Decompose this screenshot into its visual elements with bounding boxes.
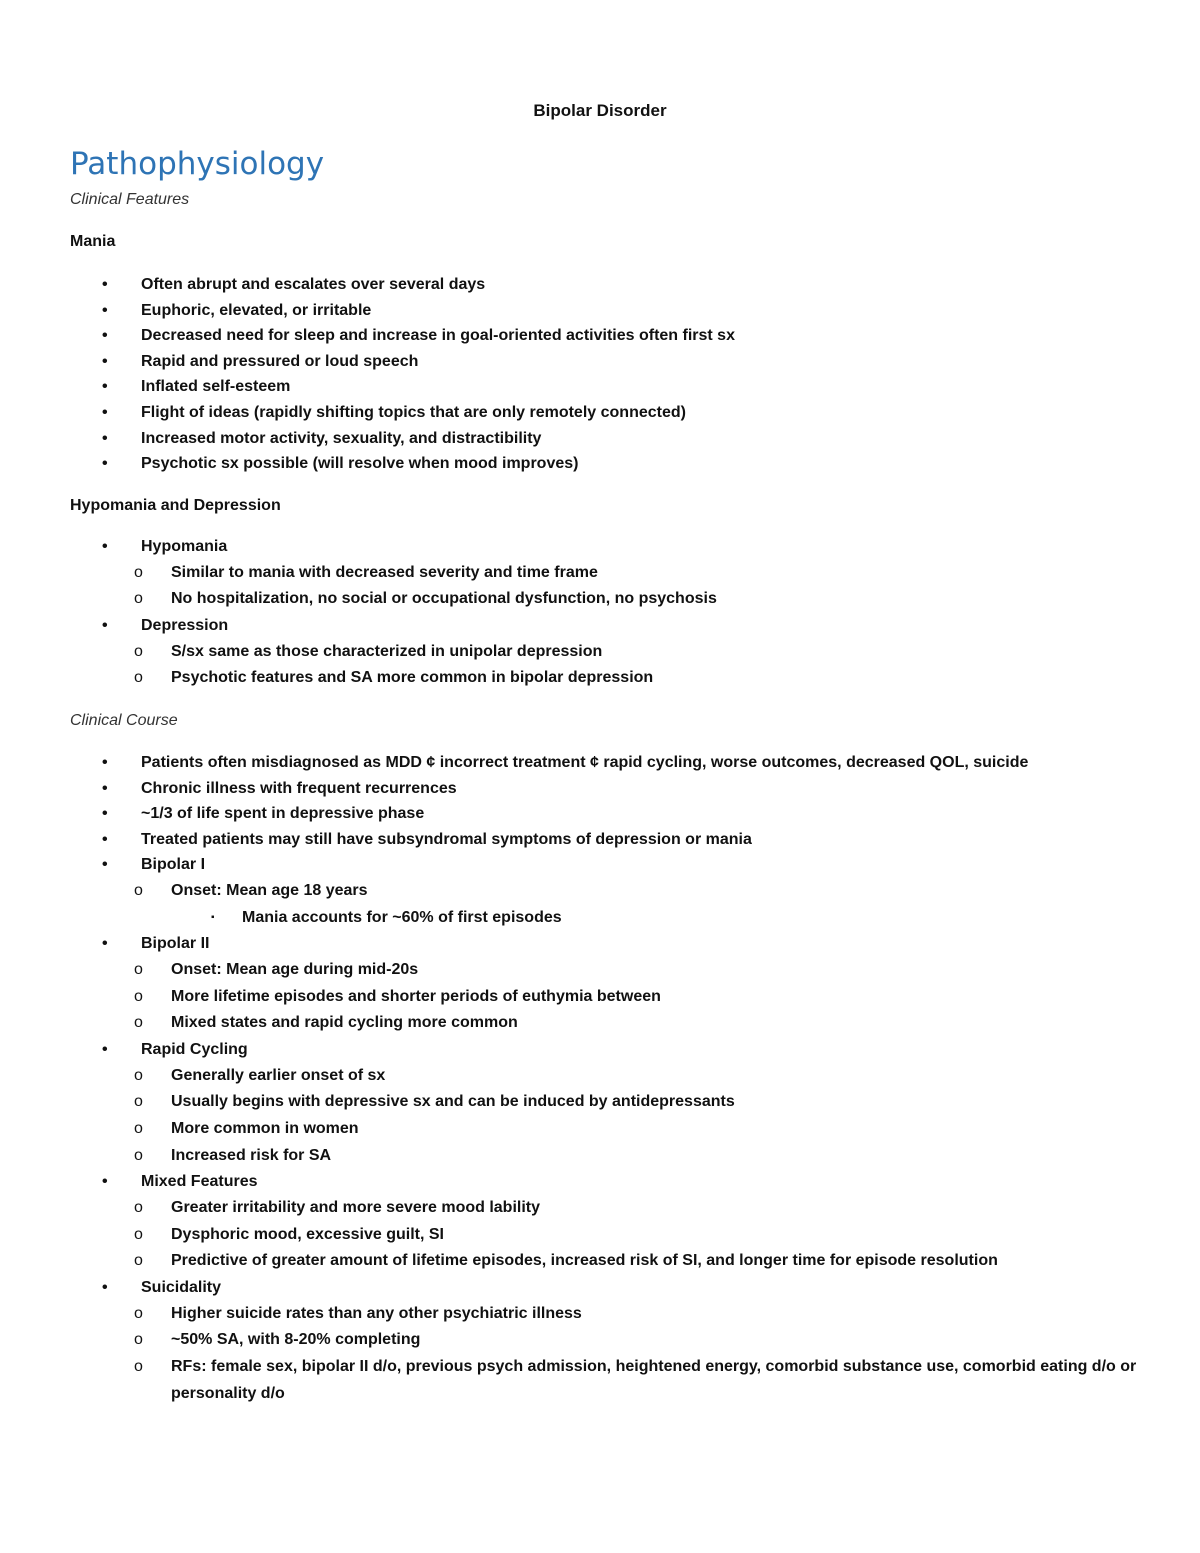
- hypomania-depression-list: [100, 534, 1160, 692]
- sub-list-item: o Greater irritability and more severe mood lability: [134, 1199, 541, 1217]
- sub-list-item: o Higher suicide rates than any other psychiatric illness: [134, 1304, 582, 1322]
- sub-list-item: o Generally earlier onset of sx: [134, 1066, 386, 1084]
- list-item: • Mixed Features o Greater irritability and more severe mood lability o Dysphoric mood, excessive guilt, SI o Predictive of greater amount of lifetime episodes, increased risk of SI, and longer time for episode resolution: [100, 1169, 1160, 1275]
- list-item: • Rapid Cycling o Generally earlier onset of sx o Usually begins with depressive sx and can be induced by antidepressants o More common in women o Increased risk for SA: [100, 1037, 1160, 1169]
- list-item: • Euphoric, elevated, or irritable: [100, 298, 1160, 324]
- sub-list: [100, 1301, 1160, 1408]
- list-item: • Suicidality o Higher suicide rates than any other psychiatric illness o ~50% SA, with 8-20% completing o RFs: female sex, bipolar II d/o, previous psych admission, heightened energy, comorbid substance use, comorbid eating d/o or personality d/o: [100, 1275, 1160, 1407]
- sub-sub-list: [171, 905, 1160, 932]
- bullet: •: [102, 935, 108, 953]
- list-item: • Often abrupt and escalates over several days: [100, 272, 1160, 298]
- sub-list-item: o Usually begins with depressive sx and can be induced by antidepressants: [134, 1093, 735, 1111]
- sub-list-item: o No hospitalization, no social or occupational dysfunction, no psychosis: [134, 590, 717, 608]
- bullet: •: [102, 403, 108, 421]
- sub-list-item: o RFs: female sex, bipolar II d/o, previous psych admission, heightened energy, comorbid substance use, comorbid eating d/o or personality d/o: [134, 1358, 1137, 1402]
- bullet: •: [102, 1279, 108, 1297]
- list-item: • ~1/3 of life spent in depressive phase: [100, 801, 1160, 827]
- sub-list-item: o Onset: Mean age during mid-20s: [134, 960, 419, 978]
- sub-list: [100, 560, 1160, 613]
- bullet: •: [102, 455, 108, 473]
- bullet: •: [102, 378, 108, 396]
- list-item: • Psychotic sx possible (will resolve when mood improves): [100, 451, 1160, 477]
- sub-list-item: o Increased risk for SA: [134, 1146, 332, 1164]
- list-item: • Decreased need for sleep and increase in goal-oriented activities often first sx: [100, 323, 1160, 349]
- list-item: • Treated patients may still have subsyndromal symptoms of depression or mania: [100, 827, 1160, 853]
- bullet: •: [102, 754, 108, 771]
- section-heading: Pathophysiology: [70, 146, 325, 182]
- sub-sub-list-item: ▪ Mania accounts for ~60% of first episodes: [211, 908, 562, 926]
- bullet: •: [102, 352, 108, 370]
- list-item: • Inflated self-esteem: [100, 374, 1160, 400]
- bullet: •: [102, 779, 108, 797]
- subheading-clinical-course: Clinical Course: [70, 712, 178, 729]
- list-item: • Depression o S/sx same as those characterized in unipolar depression o Psychotic features and SA more common in bipolar depression: [100, 613, 1160, 692]
- heading-hypomania-depression: Hypomania and Depression: [70, 497, 281, 514]
- bullet: •: [102, 617, 108, 634]
- sub-list: [100, 639, 1160, 692]
- bullet: •: [102, 301, 108, 319]
- subheading-clinical-features: Clinical Features: [70, 191, 190, 208]
- mania-list: [100, 272, 1160, 477]
- bullet: •: [102, 856, 108, 874]
- sub-list-item: o Similar to mania with decreased severity and time frame: [134, 563, 598, 581]
- sub-list-item: o Dysphoric mood, excessive guilt, SI: [134, 1225, 444, 1243]
- clinical-course-list: [100, 750, 1160, 1408]
- bullet: •: [102, 429, 108, 447]
- sub-list-item: o Predictive of greater amount of lifetime episodes, increased risk of SI, and longer time for episode resolution: [134, 1252, 998, 1270]
- list-item: • Chronic illness with frequent recurrences: [100, 776, 1160, 802]
- bullet: •: [102, 538, 108, 555]
- bullet: •: [102, 1173, 108, 1191]
- sub-list: [100, 1063, 1160, 1170]
- bullet: •: [102, 276, 108, 293]
- sub-list: [100, 957, 1160, 1037]
- heading-mania: Mania: [70, 233, 116, 250]
- list-item: • Bipolar I o Onset: Mean age 18 years ▪ Mania accounts for ~60% of first episodes: [100, 852, 1160, 931]
- list-item: • Flight of ideas (rapidly shifting topics that are only remotely connected): [100, 400, 1160, 426]
- list-item: • Patients often misdiagnosed as MDD ¢ incorrect treatment ¢ rapid cycling, worse outcomes, decreased QOL, suicide: [100, 750, 1160, 776]
- bullet: •: [102, 327, 108, 345]
- sub-list-item: o Psychotic features and SA more common in bipolar depression: [134, 669, 654, 687]
- sub-list-item: o S/sx same as those characterized in unipolar depression: [134, 642, 603, 660]
- list-item: • Hypomania o Similar to mania with decreased severity and time frame o No hospitalization, no social or occupational dysfunction, no psychosis: [100, 534, 1160, 613]
- sub-list-item: o Onset: Mean age 18 years ▪ Mania accounts for ~60% of first episodes: [100, 878, 1160, 931]
- document-title: Bipolar Disorder: [533, 101, 667, 120]
- bullet: •: [102, 830, 108, 848]
- sub-list-item: o ~50% SA, with 8-20% completing: [134, 1331, 421, 1349]
- sub-list: [100, 1195, 1160, 1275]
- sub-list-item: o More common in women: [134, 1120, 359, 1138]
- bullet: •: [102, 1041, 108, 1059]
- sub-list: [100, 878, 1160, 931]
- list-item: • Rapid and pressured or loud speech: [100, 349, 1160, 375]
- sub-list-item: o More lifetime episodes and shorter periods of euthymia between: [134, 987, 661, 1005]
- sub-list-item: o Mixed states and rapid cycling more common: [134, 1014, 518, 1032]
- list-item: • Increased motor activity, sexuality, and distractibility: [100, 426, 1160, 452]
- bullet: •: [102, 805, 108, 823]
- list-item: • Bipolar II o Onset: Mean age during mid-20s o More lifetime episodes and shorter periods of euthymia between o Mixed states and rapid cycling more common: [100, 931, 1160, 1037]
